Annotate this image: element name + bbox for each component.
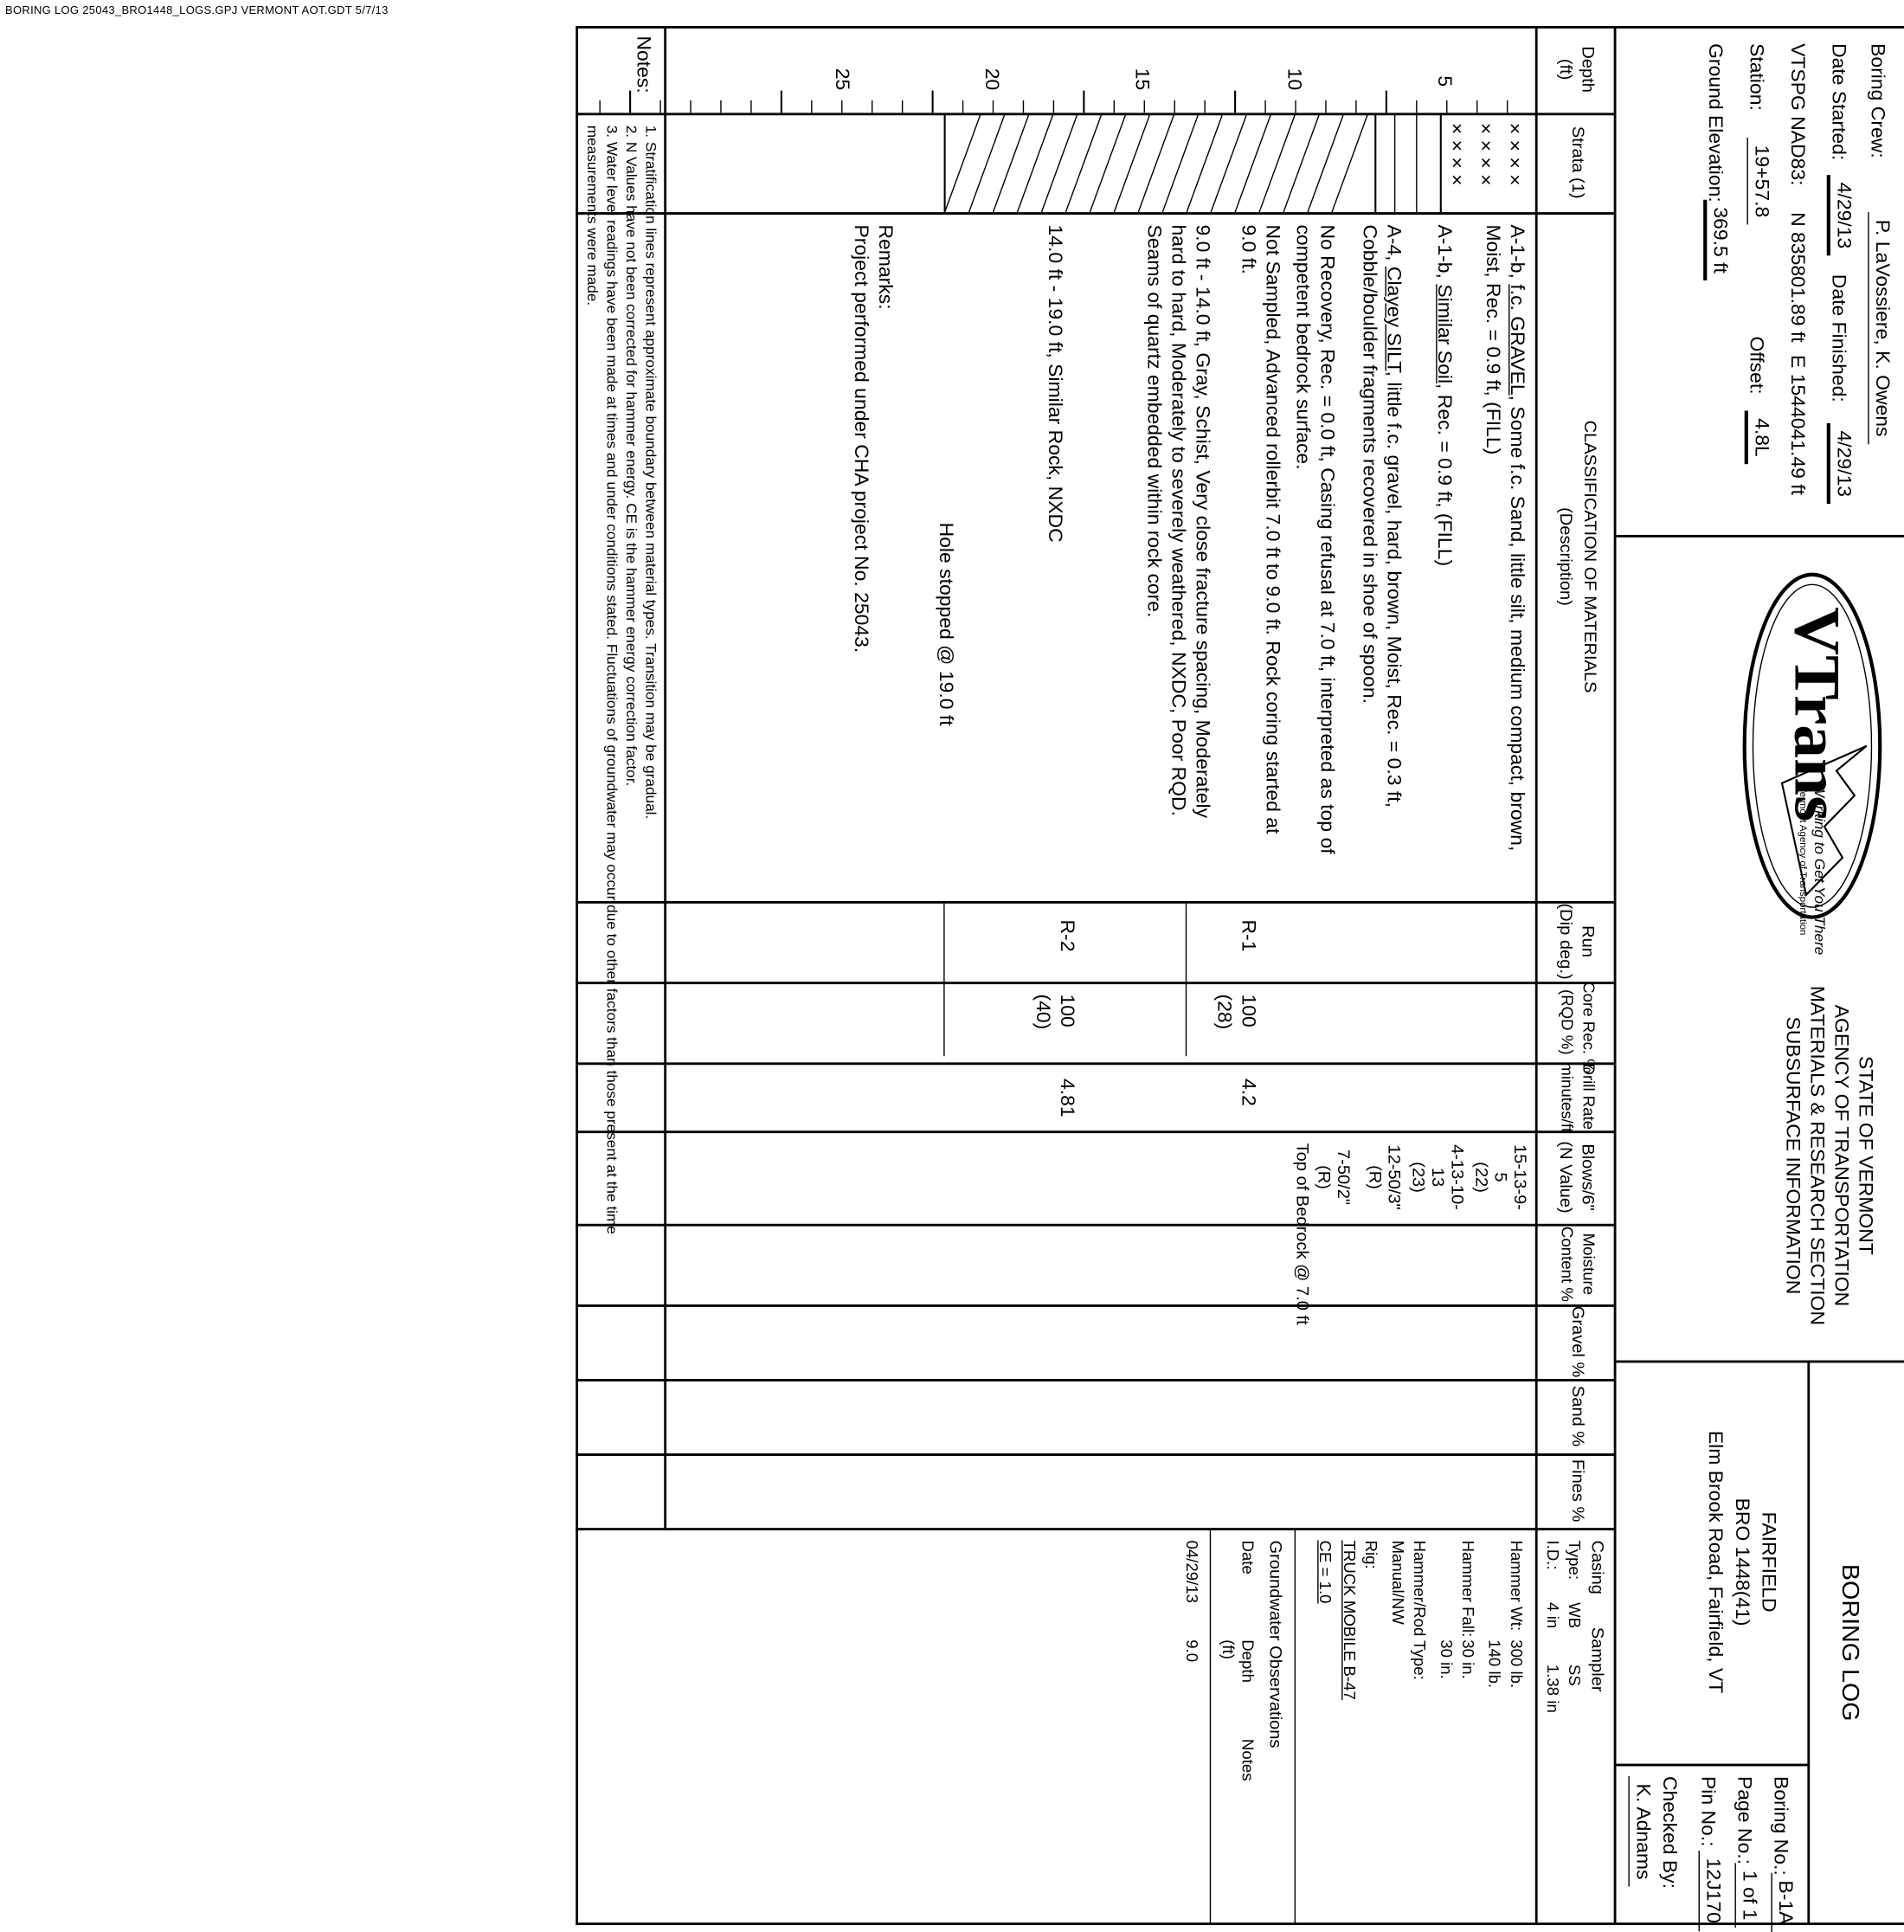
depth-tick-20: 20 (981, 68, 1002, 91)
depth-tick-15: 15 (1130, 68, 1152, 91)
col-strata-label: Strata (1) (1568, 126, 1589, 199)
gw-depth-value: 9.0 (1183, 1639, 1201, 1663)
hole-stopped: Hole stopped @ 19.0 ft (935, 522, 956, 726)
ce-value: CE = 1.0 (1315, 1540, 1335, 1604)
casing-wt: 300 lb. (1507, 1639, 1526, 1689)
col-core-label: Core Rec. % (1579, 982, 1598, 1073)
crew-value: P. LaVossiere, K. Owens (1868, 212, 1893, 444)
sampler-label: Sampler (1588, 1626, 1608, 1692)
boring-no-label: Boring No.: (1770, 1775, 1791, 1876)
offset-value: 4.8L (1745, 411, 1772, 465)
remarks-text: Project performed under CHA project No. 25043. (850, 224, 872, 654)
gw-top (1295, 1528, 1296, 1925)
gw-title: Groundwater Observations (1266, 1540, 1286, 1748)
col-classification-sub: (Description) (1556, 507, 1577, 606)
col-blows-label: Blows/6" (1579, 1143, 1598, 1211)
blows-2-line2: 13 (1428, 1167, 1449, 1188)
logo-brand: VTrans (1780, 607, 1854, 822)
hammer-wt-label: Hammer Wt: (1507, 1540, 1526, 1632)
boring-log-sheet (576, 26, 1904, 1925)
run-1-rqd: (28) (1213, 994, 1234, 1030)
header-divider (1614, 26, 1617, 1925)
blows-4-line2: (R) (1315, 1165, 1335, 1189)
desc-6-line2: hard to hard, Moderately to severely weathered, NXDC, Poor RQD. (1167, 224, 1188, 816)
strata-graphic (576, 113, 1537, 212)
col-depth-label: Depth (1579, 46, 1598, 93)
run-divider (1186, 901, 1187, 1056)
run-2-rqd: (40) (1032, 994, 1053, 1030)
note-3: 3. Water level readings have been made at times and under conditions stated. Fluctuations of groundwater may occur due to other factors than those present at the time (603, 125, 621, 1234)
project-town: FAIRFIELD (1758, 1511, 1779, 1613)
pin-no-label: Pin No.: (1697, 1775, 1718, 1847)
desc-4-line1: No Recovery, Rec. = 0.0 ft, Casing refusal at 7.0 ft, interpreted as top of (1315, 224, 1337, 854)
title-divider (1807, 1361, 1810, 1925)
blows-1-line1: 15-13-9- (1510, 1144, 1531, 1210)
logo-tagline: Working to Get You There (1811, 782, 1829, 956)
station-label: Station: (1746, 43, 1766, 111)
col-sand-label: Sand % (1568, 1385, 1589, 1447)
boring-log-title: BORING LOG (1836, 1563, 1863, 1722)
project-number: BRO 1448(41) (1731, 1497, 1753, 1626)
gw-date-value: 04/29/13 (1183, 1540, 1201, 1604)
depth-tick-25: 25 (831, 68, 852, 91)
rig-label: Rig: (1361, 1540, 1380, 1569)
date-started-value: 4/29/13 (1827, 175, 1855, 256)
blows-1-line3: (22) (1472, 1162, 1492, 1193)
blows-3-line1: 12-50/3" (1385, 1144, 1405, 1210)
desc-1-line1: A-1-b, f.c. GRAVEL, Some f.c. Sand, little silt, medium compact, brown, (1506, 224, 1528, 852)
agency-line-4: SUBSURFACE INFORMATION (1782, 1016, 1803, 1295)
hammer-fall-label: Hammer Fall: (1458, 1540, 1477, 1638)
header-vdivider-1 (1616, 535, 1904, 538)
checked-by-label: Checked By: (1658, 1775, 1680, 1890)
desc-5-line2: 9.0 ft. (1237, 224, 1258, 274)
agency-line-2: AGENCY OF TRANSPORTATION (1830, 1004, 1851, 1307)
rig-value: TRUCK MOBILE B-47 (1340, 1540, 1359, 1700)
pin-no-value: 12J170 (1699, 1851, 1724, 1930)
station-value: 19+57.8 (1746, 138, 1772, 225)
desc-3-line1: A-4, Clayey SILT, little f.c. gravel, hard, brown, Moist, Rec. = 0.3 ft, (1382, 224, 1404, 808)
run-1-label: R-1 (1237, 919, 1258, 952)
casing-label: Casing (1588, 1540, 1608, 1594)
run-2-label: R-2 (1056, 919, 1077, 952)
depth-tick-5: 5 (1433, 75, 1455, 87)
agency-line-3: MATERIALS & RESEARCH SECTION (1805, 985, 1827, 1326)
col-gravel-right (576, 1379, 1616, 1381)
gw-notes-label: Notes (1238, 1738, 1258, 1781)
sampler-id: 1.38 in (1543, 1664, 1562, 1713)
colhead-bottom (1535, 26, 1538, 1925)
page-no-label: Page No.: (1734, 1775, 1754, 1864)
col-moisture-right (576, 1304, 1616, 1307)
logo-subtag: Vermont Agency of Transportation (1798, 785, 1809, 936)
col-classification-label: CLASSIFICATION OF MATERIALS (1580, 420, 1601, 693)
remarks-label: Remarks: (874, 224, 896, 310)
boring-no-value: B-1A (1771, 1873, 1796, 1932)
depth-tick-10: 10 (1283, 68, 1304, 91)
run-2-core: 100 (1056, 994, 1077, 1027)
gw-head-bottom (1210, 1528, 1211, 1925)
col-sand-right (576, 1453, 1616, 1456)
note-2: 2. N Values have not been corrected for hammer energy. CE is the hammer energy correction factor. (622, 125, 640, 787)
date-finished-value: 4/29/13 (1827, 423, 1855, 505)
desc-1-line2: Moist, Rec. = 0.9 ft, (FILL) (1482, 224, 1503, 455)
desc-4-line2: competent bedrock surface. (1291, 224, 1313, 470)
col-fines-label: Fines % (1568, 1459, 1589, 1523)
northing-value: N 835801.89 ft (1786, 212, 1808, 343)
hammer-rod-label: Hammer/Rod Type: (1410, 1540, 1429, 1680)
svg-text:× × × ×: × × × × (1475, 122, 1498, 186)
col-depth-unit: (ft) (1556, 58, 1577, 80)
run-2-drill: 4.81 (1056, 1079, 1077, 1117)
blows-3-line2: (R) (1366, 1165, 1386, 1189)
type-label: Type: (1565, 1540, 1584, 1581)
col-fines-right (576, 1528, 1616, 1530)
col-run-label: Run (1579, 925, 1598, 957)
blows-4-line1: 7-50/2" (1334, 1149, 1354, 1206)
blows-1-line2: 5 (1491, 1172, 1511, 1182)
svg-text:× × × ×: × × × × (1504, 122, 1527, 186)
vtrans-logo (1734, 560, 1891, 956)
file-header-line: BORING LOG 25043_BRO1448_LOGS.GPJ VERMONT AOT.GDT 5/7/13 (5, 3, 389, 16)
svg-text:× × × ×: × × × × (1446, 122, 1469, 186)
casing-type: WB (1565, 1602, 1584, 1629)
sampler-type: SS (1565, 1664, 1584, 1686)
gw-depth-label: Depth (1238, 1639, 1258, 1683)
casing-id: 4 in (1543, 1602, 1562, 1629)
desc-5-line1: Not Sampled, Advanced rollerbit 7.0 ft to 9.0 ft. Rock coring started at (1261, 224, 1283, 834)
blows-2-line1: 4-13-10- (1448, 1144, 1468, 1210)
date-finished-label: Date Finished: (1828, 274, 1849, 402)
crew-label: Boring Crew: (1866, 43, 1888, 158)
notes-label: Notes: (632, 35, 653, 93)
col-run-sub: (Dip deg.) (1556, 903, 1577, 980)
sampler-fall: 30 in. (1437, 1639, 1456, 1679)
checked-by-value: K. Adnams (1628, 1776, 1653, 1887)
id-divider (1616, 1764, 1810, 1767)
col-drill-sub: minutes/ft (1558, 1062, 1577, 1133)
run-1-drill: 4.2 (1237, 1079, 1258, 1106)
notes-divider (664, 26, 666, 1528)
date-started-label: Date Started: (1828, 43, 1849, 161)
easting-value: E 1544041.49 ft (1786, 355, 1808, 496)
col-strata-right (576, 212, 1616, 215)
col-drill-label: Drill Rate (1579, 1063, 1598, 1130)
top-of-bedrock: Top of Bedrock @ 7.0 ft (1293, 1143, 1313, 1325)
depth-scale (576, 26, 1537, 113)
desc-7-line1: 14.0 ft - 19.0 ft, Similar Rock, NXDC (1044, 224, 1065, 543)
elevation-value: 369.5 ft (1703, 200, 1731, 281)
coords-label: VTSPG NAD83: (1786, 43, 1808, 186)
col-run-right (576, 982, 1616, 984)
blows-2-line3: (23) (1409, 1162, 1429, 1193)
hammer-rod-value: Manual/NW (1388, 1540, 1407, 1625)
col-gravel-label: Gravel % (1568, 1305, 1589, 1378)
page-no-value: 1 of 1 (1734, 1863, 1759, 1928)
col-blows-sub: (N Value) (1556, 1141, 1577, 1214)
casing-fall: 30 in. (1458, 1639, 1477, 1679)
desc-6-line3: Seams of quartz embedded within rock core. (1142, 224, 1164, 618)
desc-6-line1: 9.0 ft - 14.0 ft, Gray, Schist, Very close fracture spacing, Moderately (1191, 224, 1213, 819)
col-desc-right (576, 901, 1616, 904)
note-1: 1. Stratification lines represent approximate boundary between material types. Transition may be gradual. (642, 125, 659, 820)
note-3b: measurements were made. (583, 125, 601, 306)
col-core-right (576, 1062, 1616, 1065)
agency-line-1: STATE OF VERMONT (1854, 1055, 1875, 1255)
elevation-label: Ground Elevation: (1704, 43, 1726, 203)
gw-date-label: Date (1238, 1540, 1258, 1575)
desc-3-line2: Cobble/boulder fragments recovered in shoe of spoon. (1358, 224, 1380, 704)
run-bottom-line (943, 901, 944, 1056)
offset-label: Offset: (1746, 336, 1766, 395)
id-label: I.D.: (1543, 1540, 1562, 1570)
col-moisture-label: Moisture (1579, 1233, 1598, 1296)
col-core-sub: (RQD %) (1558, 989, 1577, 1055)
sampler-wt: 140 lb. (1485, 1639, 1504, 1689)
run-1-core: 100 (1237, 994, 1258, 1027)
desc-2-line1: A-1-b, Similar Soil, Rec. = 0.9 ft, (FILL) (1433, 224, 1455, 567)
gw-depth-unit: (ft) (1219, 1639, 1238, 1659)
col-moisture-sub: Content % (1558, 1226, 1577, 1302)
col-blows-right (576, 1224, 1616, 1227)
project-location: Elm Brook Road, Fairfield, VT (1704, 1430, 1726, 1694)
